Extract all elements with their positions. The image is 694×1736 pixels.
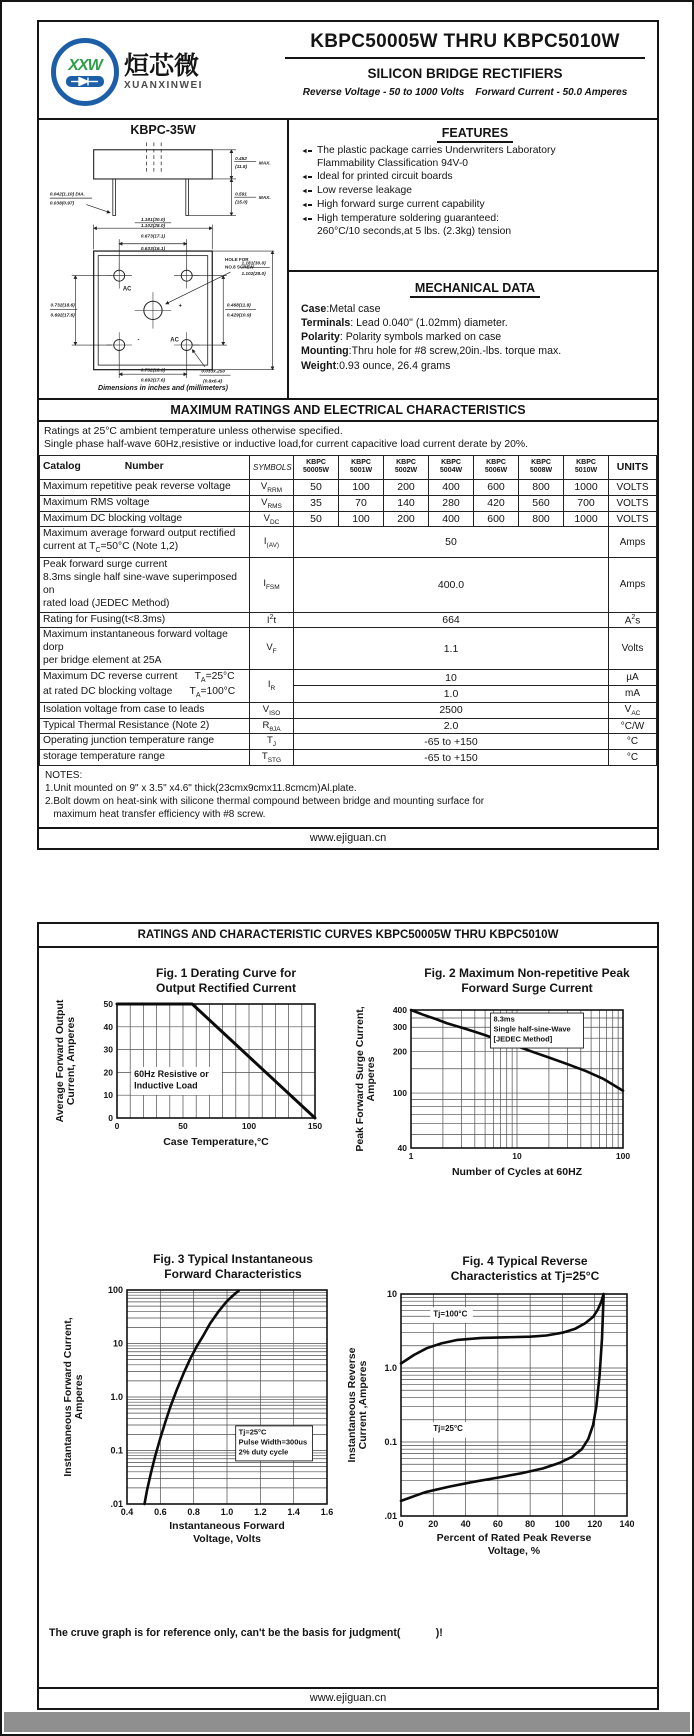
symbol-cell: $T_{STG}$ [250, 750, 294, 766]
svg-text:Tj=25°C: Tj=25°C [238, 1427, 267, 1437]
value-cell: 700 [564, 495, 609, 511]
value-cell: 140 [384, 495, 429, 511]
symbol-cell: $V_{ISO}$ [250, 702, 294, 718]
part-number-header: KBPC 5004W [429, 456, 474, 480]
reference-disclaimer: The cruve graph is for reference only, can't be the basis for judgment( )! [49, 1627, 443, 1639]
svg-text:400: 400 [392, 1005, 407, 1015]
svg-text:60Hz Resistive or: 60Hz Resistive or [134, 1068, 209, 1079]
units-cell: °C [609, 734, 657, 750]
svg-text:40: 40 [103, 1021, 113, 1032]
logo-letters: XXW [68, 57, 102, 74]
value-cell: 100 [339, 511, 384, 527]
svg-text:200: 200 [392, 1046, 407, 1057]
table-header-row [40, 456, 657, 480]
feature-item: ◄ Ideal for printed circuit boards [301, 171, 453, 183]
part-number-header: KBPC 5006W [474, 456, 519, 480]
part-number-header: KBPC 5001W [339, 456, 384, 480]
value-cell: 50 [294, 511, 339, 527]
table-row [40, 479, 657, 495]
figure-1-title: Fig. 1 Derating Curve for Output Rectified Current [155, 966, 297, 995]
symbol-cell: $V_{RRM}$ [250, 479, 294, 495]
value-cell: 10 [294, 669, 609, 685]
diode-symbol-icon [66, 76, 104, 87]
svg-text:Peak Forward Surge Current,: Peak Forward Surge Current, [354, 1006, 366, 1152]
brand-name-en: XUANXINWEI [124, 79, 203, 91]
svg-text:(11.5): (11.5) [235, 165, 248, 171]
symbol-cell: $I_{(AV)}$ [250, 527, 294, 558]
hole-callout [166, 272, 231, 304]
table-row [40, 511, 657, 527]
note-line: 2.Bolt dowm on heat-sink with silicone thermal compound between bridge and mounting surface for [45, 796, 485, 808]
svg-text:0.591: 0.591 [235, 192, 247, 198]
value-cell: 2500 [294, 702, 609, 718]
symbol-cell: $I^2t$ [250, 612, 294, 628]
value-cell: 664 [294, 612, 609, 628]
ratings-band-title: MAXIMUM RATINGS AND ELECTRICAL CHARACTERISTICS [39, 398, 657, 422]
parameter-cell: Peak forward surge current 8.3ms single half sine-wave superimposed on rated load (JEDEC Method) [40, 558, 250, 612]
part-number-header: KBPC 50005W [294, 456, 339, 480]
svg-text:100: 100 [241, 1121, 257, 1131]
figure-2-title: Fig. 2 Maximum Non-repetitive Peak Forward Surge Current [424, 966, 630, 995]
value-cell: 800 [519, 479, 564, 495]
svg-text:100: 100 [392, 1088, 407, 1099]
svg-text:Instantaneous Forward Current,: Instantaneous Forward Current, [62, 1317, 74, 1477]
package-drawing-column [39, 120, 289, 398]
value-cell: 1000 [564, 511, 609, 527]
svg-text:1.0: 1.0 [110, 1392, 123, 1402]
logo-mark-icon [51, 38, 119, 106]
svg-text:MAX.: MAX. [258, 161, 271, 167]
figure-2 [353, 966, 655, 1207]
info-column [289, 120, 657, 398]
table-row [40, 702, 657, 718]
svg-text:0.468(11.9): 0.468(11.9) [226, 303, 251, 309]
value-cell: -65 to +150 [294, 734, 609, 750]
feature-item: ◄ High forward surge current capability [301, 199, 485, 211]
arrow-bullet-icon: ◄ [301, 186, 312, 198]
value-cell: 35 [294, 495, 339, 511]
svg-text:10: 10 [386, 1289, 397, 1299]
value-cell: 400.0 [294, 558, 609, 612]
arrow-bullet-icon: ◄ [301, 214, 312, 238]
units-cell: °C/W [609, 718, 657, 734]
units-cell: $A^2s$ [609, 612, 657, 628]
parameter-cell: Maximum DC blocking voltage [40, 511, 250, 527]
units-cell: Amps [609, 527, 657, 558]
ratings-table [39, 455, 657, 766]
brand-logo [39, 22, 285, 118]
parameter-cell: Maximum average forward output rectified current at $T_C=50^\circ C$ (Note 1,2) [40, 527, 250, 558]
mechanical-row: Mounting:Thru hole for #8 screw,20in.-lbs. torque max. [301, 345, 562, 358]
svg-text:1.0: 1.0 [220, 1507, 234, 1517]
svg-text:Case Temperature,°C: Case Temperature,°C [163, 1136, 269, 1148]
svg-text:50: 50 [178, 1121, 188, 1131]
notes-lines [45, 782, 651, 821]
side-view [94, 142, 213, 215]
svg-text:1.102(28.0): 1.102(28.0) [241, 271, 266, 277]
svg-text:140: 140 [619, 1519, 635, 1529]
svg-text:Current, Amperes: Current, Amperes [65, 1016, 77, 1106]
features-list [301, 145, 649, 238]
brand-name-cn: 烜芯微 [124, 52, 200, 81]
value-cell: 280 [429, 495, 474, 511]
value-cell: 50 [294, 527, 609, 558]
notes-title: NOTES: [45, 770, 83, 782]
mechanical-row: Case:Metal case [301, 302, 381, 315]
svg-text:2% duty cycle: 2% duty cycle [238, 1447, 289, 1457]
svg-text:0.692(17.6): 0.692(17.6) [140, 378, 166, 384]
svg-text:Instantaneous Reverse: Instantaneous Reverse [346, 1347, 358, 1463]
symbol-cell: $V_{DC}$ [250, 511, 294, 527]
figure-3-chart [61, 1284, 359, 1562]
title-block [285, 22, 657, 118]
package-name: KBPC-35W [130, 123, 196, 137]
mechanical-row: Terminals: Lead 0.040" (1.02mm) diameter. [301, 316, 508, 329]
ratings-condition-1: Ratings at 25°C ambient temperature unless otherwise specified. [44, 426, 343, 437]
value-cell: 70 [339, 495, 384, 511]
svg-text:1.0: 1.0 [384, 1363, 397, 1373]
svg-text:1.181(30.0): 1.181(30.0) [241, 261, 266, 267]
svg-text:HOLE FOR: HOLE FOR [225, 257, 249, 263]
figure-4-title: Fig. 4 Typical Reverse Characteristics at Tj=25°C [450, 1254, 600, 1283]
ratings-conditions [39, 422, 657, 455]
parameter-cell: Maximum RMS voltage [40, 495, 250, 511]
figure-2-chart [353, 998, 655, 1202]
svg-text:Tj=25°C: Tj=25°C [433, 1424, 463, 1434]
units-cell: Amps [609, 558, 657, 612]
svg-text:300: 300 [392, 1022, 407, 1033]
units-cell: $V_{AC}$ [609, 702, 657, 718]
feature-item: ◄ The plastic package carries Underwriters Laboratory Flammability Classification 94V-0 [301, 145, 556, 169]
voltage-current-tagline: Reverse Voltage - 50 to 1000 Volts Forward Current - 50.0 Amperes [302, 87, 628, 98]
table-row [40, 495, 657, 511]
symbol-cell: $V_F$ [250, 628, 294, 670]
svg-text:40: 40 [460, 1519, 471, 1529]
parameter-cell: Maximum repetitive peak reverse voltage [40, 479, 250, 495]
mechanical-data-title: MECHANICAL DATA [301, 280, 649, 297]
svg-text:60: 60 [492, 1519, 503, 1529]
svg-text:Current ,Amperes: Current ,Amperes [357, 1360, 369, 1450]
svg-text:MAX.: MAX. [258, 196, 271, 202]
symbol-cell: $T_J$ [250, 734, 294, 750]
svg-text:0.429(10.9): 0.429(10.9) [226, 313, 252, 319]
table-row [40, 612, 657, 628]
symbol-cell: $I_{FSM}$ [250, 558, 294, 612]
part-number-header: KBPC 5010W [564, 456, 609, 480]
parameter-cell: Maximum DC reverse current $T_A=25^\circ C$ at rated DC blocking voltage $T_A=100^\circ C$ [40, 669, 250, 702]
svg-text:NO.8 SCREW: NO.8 SCREW [225, 264, 254, 270]
svg-text:100: 100 [554, 1519, 570, 1529]
figure-3-title: Fig. 3 Typical Instantaneous Forward Characteristics [153, 1252, 313, 1281]
svg-text:0.673(17.1): 0.673(17.1) [140, 234, 166, 240]
main-columns [39, 120, 657, 398]
side-view-dimensions [50, 150, 256, 216]
svg-text:1.6: 1.6 [320, 1507, 334, 1517]
table-row [40, 750, 657, 766]
scan-bottom-strip [4, 1712, 690, 1732]
parameter-cell: Rating for Fusing(t<8.3ms) [40, 612, 250, 628]
brand-name [124, 53, 203, 90]
catalog-number-header: Catalog Number [40, 456, 250, 480]
value-cell: 2.0 [294, 718, 609, 734]
value-cell: 200 [384, 511, 429, 527]
arrow-bullet-icon: ◄ [301, 172, 312, 184]
notes-section [39, 766, 657, 824]
terminal-minus-label: - [137, 337, 140, 344]
bottom-view [94, 251, 213, 370]
svg-text:0: 0 [398, 1519, 404, 1529]
value-cell: -65 to +150 [294, 750, 609, 766]
svg-text:100: 100 [615, 1151, 631, 1161]
part-number-header: KBPC 5002W [384, 456, 429, 480]
svg-text:0: 0 [114, 1121, 120, 1131]
value-cell: 600 [474, 511, 519, 527]
svg-text:8.3ms: 8.3ms [493, 1014, 515, 1024]
page2-footer [39, 1687, 657, 1708]
parameter-cell: Operating junction temperature range [40, 734, 250, 750]
svg-text:10: 10 [512, 1151, 522, 1161]
figure-4 [345, 1254, 659, 1577]
datasheet-page-1 [37, 20, 659, 850]
svg-text:1.2: 1.2 [254, 1507, 267, 1517]
svg-text:10: 10 [103, 1090, 113, 1101]
svg-text:0: 0 [108, 1113, 113, 1123]
table-row [40, 558, 657, 612]
svg-text:Pulse Width=300us: Pulse Width=300us [238, 1437, 308, 1447]
parameter-cell: Typical Thermal Resistance (Note 2) [40, 718, 250, 734]
page1-footer [39, 827, 657, 848]
value-cell: 800 [519, 511, 564, 527]
symbol-cell: $R_{\theta JA}$ [250, 718, 294, 734]
svg-text:1.4: 1.4 [287, 1507, 300, 1517]
table-row [40, 718, 657, 734]
value-cell: 200 [384, 479, 429, 495]
units-cell: VOLTS [609, 495, 657, 511]
svg-text:0.452: 0.452 [235, 156, 247, 162]
terminal-ac2-label: AC [170, 337, 179, 344]
package-outline-drawing [43, 137, 283, 387]
svg-text:0.732(18.6): 0.732(18.6) [140, 368, 166, 374]
svg-text:.01: .01 [384, 1511, 397, 1521]
svg-text:40: 40 [397, 1143, 407, 1153]
note-line: maximum heat transfer efficiency with #8 screw. [45, 809, 266, 821]
svg-text:Inductive Load: Inductive Load [134, 1080, 198, 1091]
feature-item: ◄ Low reverse leakage [301, 185, 412, 197]
units-header: UNITS [609, 456, 657, 480]
svg-text:0.732(18.6): 0.732(18.6) [50, 303, 75, 309]
value-cell: 1.0 [294, 686, 609, 702]
svg-text:0.6: 0.6 [154, 1507, 167, 1517]
mechanical-data-section [289, 272, 657, 373]
mechanical-row: Weight:0.93 ounce, 26.4 grams [301, 359, 451, 372]
svg-text:0.1: 0.1 [384, 1437, 397, 1447]
ratings-condition-2: Single phase half-wave 60Hz,resistive or inductive load,for current capacitive load current derate by 20%. [44, 439, 528, 450]
svg-text:Number of Cycles at 60HZ: Number of Cycles at 60HZ [451, 1166, 583, 1178]
units-cell: µA [609, 669, 657, 685]
figure-3 [61, 1252, 359, 1567]
svg-text:80: 80 [525, 1519, 536, 1529]
table-row [40, 734, 657, 750]
value-cell: 100 [339, 479, 384, 495]
svg-text:0.692(17.6): 0.692(17.6) [50, 313, 75, 319]
website-url: www.ejiguan.cn [309, 1692, 387, 1704]
svg-text:0.8: 0.8 [187, 1507, 200, 1517]
svg-text:0.633(16.1): 0.633(16.1) [140, 247, 166, 253]
figure-1-chart [53, 998, 353, 1174]
svg-text:100: 100 [107, 1285, 123, 1295]
part-number-header: KBPC 5008W [519, 456, 564, 480]
mechanical-data-list [301, 302, 649, 373]
svg-text:150: 150 [307, 1121, 323, 1131]
datasheet-page-2 [37, 922, 659, 1710]
svg-text:Voltage, Volts: Voltage, Volts [193, 1533, 261, 1545]
svg-text:Voltage, %: Voltage, % [487, 1545, 541, 1557]
svg-text:[JEDEC Method]: [JEDEC Method] [493, 1034, 553, 1044]
svg-text:1: 1 [408, 1151, 414, 1161]
svg-text:30: 30 [103, 1044, 113, 1055]
table-row [40, 527, 657, 558]
arrow-bullet-icon: ◄ [301, 146, 312, 170]
value-cell: 400 [429, 511, 474, 527]
value-cell: 420 [474, 495, 519, 511]
units-cell: mA [609, 686, 657, 702]
parameter-cell: Isolation voltage from case to leads [40, 702, 250, 718]
value-cell: 50 [294, 479, 339, 495]
value-cell: 1000 [564, 479, 609, 495]
value-cell: 400 [429, 479, 474, 495]
svg-text:Amperes: Amperes [73, 1374, 85, 1420]
svg-text:50: 50 [103, 999, 113, 1009]
units-cell: Volts [609, 628, 657, 670]
terminal-ac1-label: AC [122, 286, 132, 293]
svg-text:1.181(30.0): 1.181(30.0) [140, 217, 166, 223]
figure-1 [53, 966, 353, 1179]
header [39, 22, 657, 120]
svg-text:Average Forward Output: Average Forward Output [54, 999, 66, 1123]
mechanical-row: Polarity: Polarity symbols marked on case [301, 331, 502, 344]
terminal-plus-label: + [178, 303, 182, 310]
units-cell: VOLTS [609, 511, 657, 527]
note-line: 1.Unit mounted on 9" x 3.5" x4.6" thick(23cmx9cmx11.8cmcm)Al.plate. [45, 783, 357, 795]
table-row [40, 669, 657, 685]
symbols-header: SYMBOLS [250, 456, 294, 480]
svg-text:Amperes: Amperes [365, 1056, 377, 1102]
features-section [289, 120, 657, 272]
parameter-cell: storage temperature range [40, 750, 250, 766]
parameter-cell: Maximum instantaneous forward voltage dorp per bridge element at 25A [40, 628, 250, 670]
feature-item: ◄ High temperature soldering guaranteed: 260°C/10 seconds,at 5 lbs. (2.3kg) tension [301, 213, 512, 237]
symbol-cell: $V_{RMS}$ [250, 495, 294, 511]
table-row [40, 628, 657, 670]
units-cell: °C [609, 750, 657, 766]
drawing-caption: Dimensions in inches and (millimeters) [98, 385, 228, 392]
value-cell: 600 [474, 479, 519, 495]
svg-text:120: 120 [587, 1519, 603, 1529]
symbol-cell: $I_R$ [250, 669, 294, 702]
website-url: www.ejiguan.cn [309, 832, 387, 844]
svg-text:Single half-sine-Wave: Single half-sine-Wave [493, 1024, 571, 1034]
subtitle: SILICON BRIDGE RECTIFIERS [367, 66, 563, 81]
units-cell: VOLTS [609, 479, 657, 495]
svg-text:0.1: 0.1 [110, 1445, 123, 1456]
svg-text:.01: .01 [110, 1499, 123, 1509]
svg-text:20: 20 [103, 1067, 113, 1078]
value-cell: 1.1 [294, 628, 609, 670]
svg-text:Percent of Rated Peak Reverse: Percent of Rated Peak Reverse [436, 1532, 592, 1544]
svg-text:0.042(1.10) DIA.: 0.042(1.10) DIA. [49, 192, 85, 198]
svg-text:0.4: 0.4 [120, 1507, 134, 1517]
svg-text:Tj=100°C: Tj=100°C [433, 1309, 468, 1319]
svg-text:(0.8x6.4): (0.8x6.4) [203, 379, 223, 385]
figure-4-chart [345, 1286, 659, 1572]
arrow-bullet-icon: ◄ [301, 200, 312, 212]
svg-text:Instantaneous Forward: Instantaneous Forward [169, 1520, 285, 1532]
svg-text:1.102(28.0): 1.102(28.0) [140, 223, 166, 229]
svg-text:10: 10 [112, 1338, 123, 1349]
svg-text:20: 20 [428, 1519, 439, 1529]
svg-text:(15.0): (15.0) [235, 200, 248, 206]
svg-text:0.033x.250: 0.033x.250 [201, 369, 226, 375]
page-title: KBPC50005W THRU KBPC5010W [285, 31, 645, 59]
features-title: FEATURES [301, 126, 649, 140]
svg-text:0.038(0.97): 0.038(0.97) [49, 201, 75, 207]
value-cell: 560 [519, 495, 564, 511]
curves-band-title: RATINGS AND CHARACTERISTIC CURVES KBPC50005W THRU KBPC5010W [39, 924, 657, 948]
